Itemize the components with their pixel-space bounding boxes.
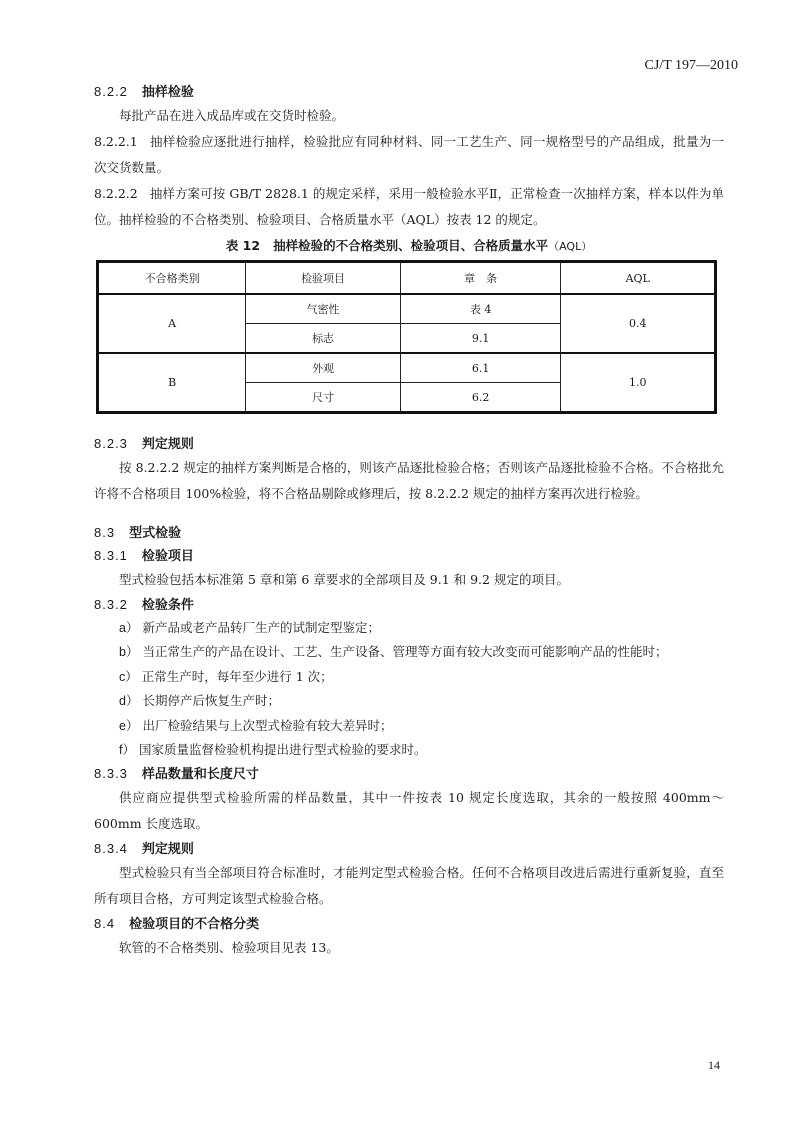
section-title: 检验条件: [141, 598, 194, 613]
table-caption: [94, 233, 724, 260]
header-aql: AQL: [561, 262, 716, 295]
heading-8-3-4: [94, 837, 724, 860]
section-title: 判定规则: [141, 842, 194, 858]
document-body: [94, 80, 724, 961]
table-header-row: [98, 262, 716, 295]
header-clause: 章 条: [400, 262, 561, 295]
header-category: 不合格类别: [98, 262, 246, 295]
paragraph: 型式检验包括本标准第 5 章和第 6 章要求的全部项目及 9.1 和 9.2 规定的项目。: [119, 572, 569, 587]
cell-clause: 6.2: [400, 383, 561, 413]
heading-8-3-2: [94, 593, 724, 616]
cell-clause: 表 4: [400, 294, 561, 324]
table-row: [98, 353, 716, 383]
list-marker: f）: [119, 743, 135, 758]
table-title-suffix: （AQL）: [548, 240, 593, 253]
cell-clause: 6.1: [400, 353, 561, 383]
list-text: 当正常生产的产品在设计、工艺、生产设备、管理等方面有较大改变而可能影响产品的性能时；: [142, 644, 668, 660]
clause-number: 8.2.2.2: [94, 186, 138, 201]
section-title: 判定规则: [141, 437, 194, 452]
list-text: 新产品或老产品转厂生产的试制定型鉴定；: [142, 620, 380, 635]
section-number: 8.3.4: [94, 841, 128, 857]
list-marker: a）: [119, 621, 139, 635]
table-12: [96, 260, 717, 414]
list-marker: d）: [119, 694, 139, 709]
list-item: [94, 689, 724, 713]
paragraph: 型式检验只有当全部项目符合标准时，才能判定型式检验合格。任何不合格项目改进后需进行重新复验，直至所有项目合格，方可判定该型式检验合格。: [94, 865, 724, 907]
clause-text: 抽样方案可按 GB/T 2828.1 的规定采样，采用一般检验水平Ⅱ，正常检查一次抽样方案，样本以件为单位。抽样检验的不合格类别、检验项目、合格质量水平（AQL）按表 12 的规定。: [94, 186, 724, 227]
section-title: 检验项目: [141, 549, 194, 564]
list-item: [94, 616, 724, 640]
cell-category: B: [98, 353, 246, 413]
heading-8-3: [94, 521, 724, 544]
list-text: 长期停产后恢复生产时；: [142, 693, 280, 709]
page-number: 14: [708, 1058, 720, 1072]
heading-8-4: [94, 912, 724, 935]
list-text: 正常生产时，每年至少进行 1 次；: [141, 668, 333, 684]
cell-item: 标志: [246, 324, 401, 354]
cell-item: 尺寸: [246, 383, 401, 413]
cell-aql: 0.4: [561, 294, 716, 353]
heading-8-2-2: [94, 80, 724, 103]
clause-8-2-2-2: [94, 181, 724, 233]
section-title: 型式检验: [129, 526, 182, 541]
list-text: 出厂检验结果与上次型式检验有较大差异时；: [142, 717, 393, 733]
list-item: [94, 640, 724, 664]
clause-text: 抽样检验应逐批进行抽样，检验批应有同种材料、同一工艺生产、同一规格型号的产品组成，批量为一次交货数量。: [94, 134, 724, 175]
section-title: 抽样检验: [141, 85, 194, 100]
list-item: [94, 665, 724, 689]
list-marker: c）: [119, 669, 138, 684]
cell-category: A: [98, 294, 246, 353]
list-marker: e）: [119, 718, 139, 733]
standard-code: CJ/T 197—2010: [644, 58, 738, 73]
table-row: [98, 294, 716, 324]
table-title: 抽样检验的不合格类别、检验项目、合格质量水平: [273, 238, 549, 253]
clause-8-2-2-1: [94, 129, 724, 181]
section-number: 8.2.3: [94, 436, 128, 451]
heading-8-3-3: [94, 762, 724, 785]
section-title: 检验项目的不合格分类: [129, 917, 260, 933]
paragraph: 每批产品在进入成品库或在交货时检验。: [119, 108, 345, 123]
header-item: 检验项目: [246, 262, 401, 295]
table-number: 表 12: [225, 238, 261, 253]
list-item: [94, 738, 724, 762]
section-number: 8.3.3: [94, 766, 128, 782]
list-marker: b）: [119, 645, 139, 660]
section-number: 8.3.1: [94, 548, 128, 563]
list-text: 国家质量监督检验机构提出进行型式检验的要求时。: [138, 742, 427, 758]
cell-item: 气密性: [246, 294, 401, 324]
heading-8-2-3: [94, 432, 724, 455]
cell-aql: 1.0: [561, 353, 716, 413]
cell-clause: 9.1: [400, 324, 561, 354]
clause-number: 8.2.2.1: [94, 134, 138, 149]
section-number: 8.2.2: [94, 84, 128, 99]
cell-item: 外观: [246, 353, 401, 383]
section-number: 8.3: [94, 525, 116, 540]
paragraph: 软管的不合格类别、检验项目见表 13。: [119, 940, 339, 956]
section-number: 8.4: [94, 916, 116, 932]
paragraph: 按 8.2.2.2 规定的抽样方案判断是合格的，则该产品逐批检验合格；否则该产品逐批检验不合格。不合格批允许将不合格项目 100%检验，将不合格品剔除或修理后，按 8.2.2.2 规定的抽样方案再次进行检验。: [94, 460, 724, 501]
paragraph: 供应商应提供型式检验所需的样品数量，其中一件按表 10 规定长度选取，其余的一般按照 400mm～600mm 长度选取。: [94, 790, 724, 832]
heading-8-3-1: [94, 544, 724, 567]
list-item: [94, 714, 724, 738]
section-number: 8.3.2: [94, 597, 128, 612]
section-title: 样品数量和长度尺寸: [141, 767, 259, 783]
